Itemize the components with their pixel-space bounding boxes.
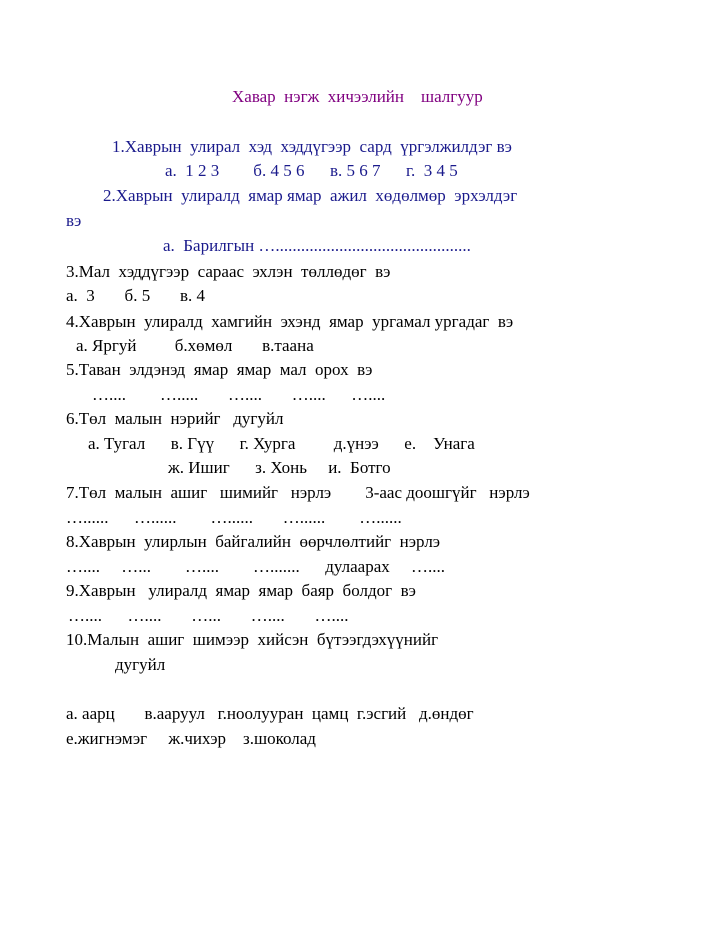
question-6-options-row-1: а. Тугал в. Гүү г. Хурга д.үнээ е. Унага	[88, 434, 475, 453]
question-8: 8.Хаврын улирлын байгалийн өөрчлөлтийг нэрлэ	[66, 532, 441, 551]
question-10: 10.Малын ашиг шимээр хийсэн бүтээгдэхүүнийг	[66, 630, 439, 649]
question-9-blanks: ….... ….... …... ….... …....	[68, 606, 349, 625]
question-5: 5.Таван элдэнэд ямар ямар мал орох вэ	[66, 360, 373, 379]
question-4-options: а. Яргуй б.хөмөл в.таана	[76, 336, 314, 355]
question-2-answer: а. Барилгын …..............................................	[163, 236, 471, 255]
question-3: 3.Мал хэддүгээр сараас эхлэн төллөдөг вэ	[66, 262, 391, 281]
question-7: 7.Төл малын ашиг шимийг нэрлэ 3-аас доошгүйг нэрлэ	[66, 483, 530, 502]
question-6-options-row-2: ж. Ишиг з. Хонь и. Ботго	[168, 458, 391, 477]
question-3-options: а. 3 б. 5 в. 4	[66, 286, 205, 305]
question-1-options: а. 1 2 3 б. 4 5 6 в. 5 6 7 г. 3 4 5	[165, 161, 458, 180]
question-5-blanks: ….... …..... ….... ….... …....	[92, 385, 386, 404]
question-4: 4.Хаврын улиралд хамгийн эхэнд ямар ургамал ургадаг вэ	[66, 312, 514, 331]
question-2-continued: вэ	[66, 211, 82, 230]
question-10-continued: дугуйл	[115, 655, 166, 674]
question-10-options-row-2: е.жигнэмэг ж.чихэр з.шоколад	[66, 729, 316, 748]
question-10-options-row-1: а. аарц в.ааруул г.ноолууран цамц г.эсгий д.өндөг	[66, 704, 474, 723]
document-title: Хавар нэгж хичээлийн шалгуур	[232, 87, 483, 106]
question-1: 1.Хаврын улирал хэд хэддүгээр сард үргэлжилдэг вэ	[112, 137, 512, 156]
question-7-blanks: …...... …...... …...... …...... …......	[66, 508, 402, 527]
question-2: 2.Хаврын улиралд ямар ямар ажил хөдөлмөр эрхэлдэг	[103, 186, 518, 205]
question-6: 6.Төл малын нэрийг дугуйл	[66, 409, 284, 428]
question-8-blanks: ….... …... ….... …....... дулаарах …....	[66, 557, 446, 576]
question-9: 9.Хаврын улиралд ямар ямар баяр болдог вэ	[66, 581, 416, 600]
